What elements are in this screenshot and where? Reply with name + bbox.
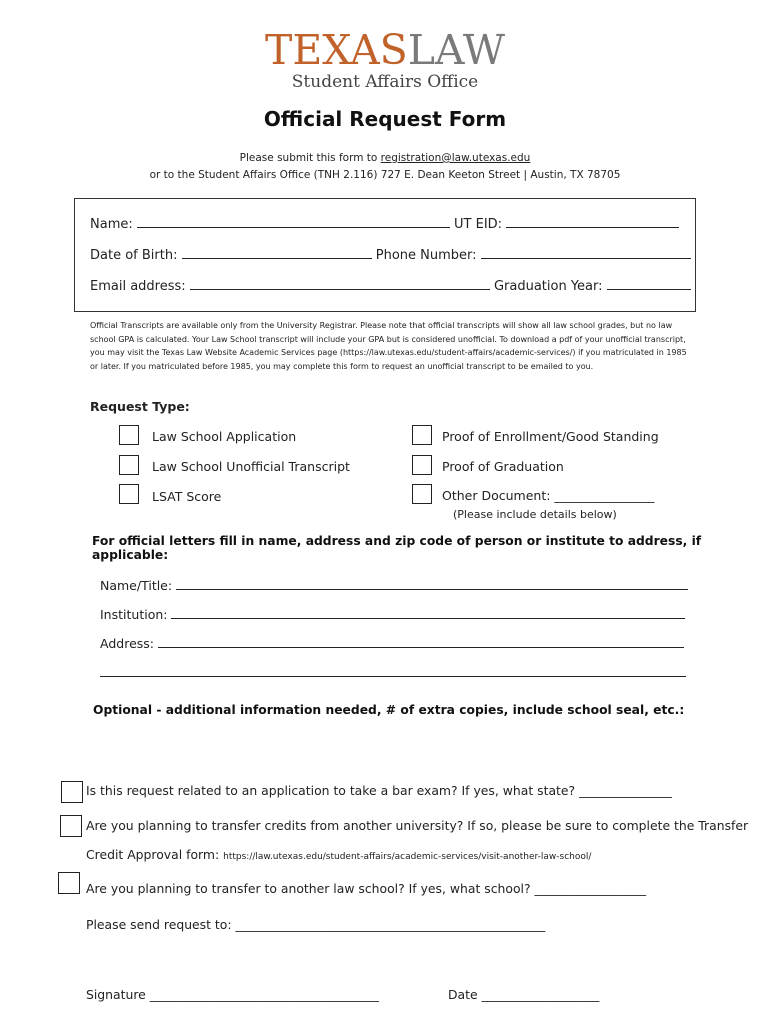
phone-label: Phone Number: <box>375 248 477 263</box>
date-label: Date <box>448 987 478 1002</box>
other-document-blank[interactable]: ________________ <box>554 488 655 503</box>
checkbox-lsat-score[interactable] <box>119 484 139 504</box>
bar-exam-question <box>86 783 672 798</box>
uteid-field[interactable] <box>506 213 679 228</box>
transcript-notice: Official Transcripts are available only from the University Registrar. Please note that official transcripts will show all law school grades, but no law school GPA is calculated. Your Law School transcript will include your GPA but is considered unofficial. To download a pdf of your unofficial transcript, you may visit the Texas Law Website Academic Services page (https://law.utexas.edu/student-affairs/academic-services/) if you matriculated in 1985 or later. If you matriculated before 1985, you may complete this form to request an unofficial transcript to be emailed to you. <box>90 321 687 371</box>
address-field-2[interactable] <box>100 662 686 677</box>
request-type-label: Request Type: <box>90 399 190 414</box>
dob-field[interactable] <box>182 244 372 259</box>
email-field[interactable] <box>190 275 490 290</box>
logo-wordmark <box>0 26 770 74</box>
bar-exam-blank[interactable]: _______________ <box>579 783 672 798</box>
dob-label: Date of Birth: <box>90 248 178 263</box>
logo-law: LAW <box>407 26 506 74</box>
transfer-school-question <box>86 881 646 896</box>
checkbox-bar-exam[interactable] <box>61 781 83 803</box>
email-row <box>90 275 691 294</box>
uteid-label: UT EID: <box>454 217 503 232</box>
checkbox-unofficial-transcript[interactable] <box>119 455 139 475</box>
transfer-credits-url[interactable]: https://law.utexas.edu/student-affairs/academic-services/visit-another-law-school/ <box>223 852 592 862</box>
name-field[interactable] <box>137 213 450 228</box>
name-label: Name: <box>90 217 133 232</box>
address-label: Address: <box>100 636 154 651</box>
option-law-school-application: Law School Application <box>152 429 297 444</box>
other-document-label: Other Document: <box>442 488 551 503</box>
transfer-credits-question: Are you planning to transfer credits from another university? If so, please be sure to complete the Transfer <box>86 818 749 833</box>
submit-prefix: Please submit this form to <box>239 152 381 164</box>
name-title-label: Name/Title: <box>100 578 173 593</box>
transfer-credits-form-label: Credit Approval form: <box>86 847 220 862</box>
texas-law-logo <box>0 26 770 92</box>
checkbox-proof-of-graduation[interactable] <box>412 455 432 475</box>
submit-email-link[interactable]: registration@law.utexas.edu <box>380 152 531 164</box>
transfer-credits-form-line <box>86 847 591 862</box>
name-title-field[interactable] <box>176 575 688 590</box>
signature-label: Signature <box>86 987 146 1002</box>
other-document-note: (Please include details below) <box>453 508 617 521</box>
institution-field[interactable] <box>171 604 685 619</box>
submit-instructions <box>0 152 770 164</box>
phone-field[interactable] <box>481 244 691 259</box>
institution-label: Institution: <box>100 607 168 622</box>
address-field[interactable] <box>158 633 684 648</box>
address-row <box>100 633 684 651</box>
logo-subtitle: Student Affairs Office <box>291 72 479 92</box>
transfer-school-blank[interactable]: __________________ <box>534 881 647 896</box>
submit-address: or to the Student Affairs Office (TNH 2.116) 727 E. Dean Keeton Street | Austin, TX 78705 <box>149 169 621 181</box>
address-line-2 <box>100 662 686 681</box>
dob-row <box>90 244 691 263</box>
date-blank[interactable]: ___________________ <box>481 987 600 1002</box>
email-label: Email address: <box>90 279 186 294</box>
bar-exam-text: Is this request related to an application to take a bar exam? If yes, what state? <box>86 783 576 798</box>
name-title-row <box>100 575 688 593</box>
signature-row <box>86 987 379 1002</box>
checkbox-proof-of-enrollment[interactable] <box>412 425 432 445</box>
date-row <box>448 987 599 1002</box>
send-to-blank[interactable]: __________________________________________________ <box>235 917 546 932</box>
option-lsat-score: LSAT Score <box>152 489 222 504</box>
option-proof-of-graduation: Proof of Graduation <box>442 459 564 474</box>
checkbox-transfer-school[interactable] <box>58 872 80 894</box>
institution-row <box>100 604 685 622</box>
signature-blank[interactable]: _____________________________________ <box>149 987 379 1002</box>
transfer-school-text: Are you planning to transfer to another law school? If yes, what school? <box>86 881 531 896</box>
optional-heading: Optional - additional information needed, # of extra copies, include school seal, etc.: <box>93 703 685 717</box>
send-to-label: Please send request to: <box>86 917 232 932</box>
option-unofficial-transcript: Law School Unofficial Transcript <box>152 459 350 474</box>
checkbox-transfer-credits[interactable] <box>60 815 82 837</box>
option-other-document <box>442 488 654 503</box>
send-request-row <box>86 917 545 932</box>
grad-label: Graduation Year: <box>493 279 603 294</box>
option-proof-of-enrollment: Proof of Enrollment/Good Standing <box>442 429 659 444</box>
name-row <box>90 213 679 232</box>
letters-heading: For official letters fill in name, address and zip code of person or institute to address, if applicable: <box>92 534 702 562</box>
checkbox-law-school-application[interactable] <box>119 425 139 445</box>
grad-year-field[interactable] <box>607 275 691 290</box>
logo-texas: TEXAS <box>264 26 408 74</box>
checkbox-other-document[interactable] <box>412 484 432 504</box>
form-title: Official Request Form <box>263 107 507 131</box>
